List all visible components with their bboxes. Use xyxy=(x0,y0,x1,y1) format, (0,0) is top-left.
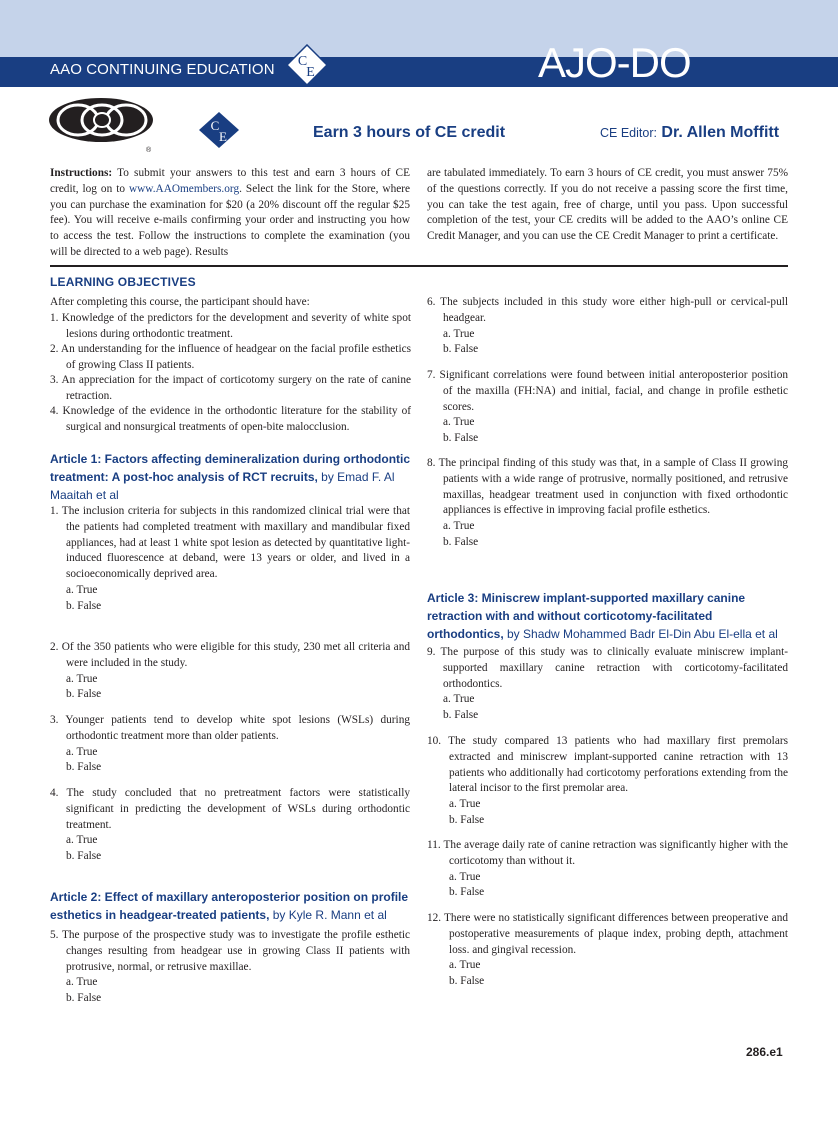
credit-headline: Earn 3 hours of CE credit xyxy=(313,124,506,141)
objective-item: 1. Knowledge of the predictors for the development and severity of white spot lesions during orthodontic treatment. xyxy=(50,312,411,340)
ce-mark-top: C xyxy=(210,118,220,133)
page-number: 286.e1 xyxy=(746,1045,783,1059)
answer-option-b[interactable]: b. False xyxy=(449,886,485,899)
instructions-label: Instructions: xyxy=(50,167,113,179)
answer-option-b[interactable]: b. False xyxy=(66,688,102,701)
article-3-title xyxy=(427,589,789,643)
article-authors: by Shadw Mohammed Badr El-Din Abu El-ella et al xyxy=(503,627,778,641)
question-8 xyxy=(427,456,788,551)
instructions-text-2: . Select the link for the Store, where you can purchase the examination for $20 (a 20% discount off the regular $25 fee). You will receive e-mails confirming your order and instructing you how to access the test. Follow the instructions to complete the examination (you will be directed to a web page). Results xyxy=(50,182,411,258)
answer-option-a[interactable]: a. True xyxy=(66,745,98,758)
article-1-title xyxy=(50,450,412,504)
question-4 xyxy=(50,786,410,865)
article-authors: by Emad F. Al Maaitah et al xyxy=(50,470,395,502)
instructions-text-1: To submit your answers to this test and earn 3 hours of CE credit, log on to xyxy=(50,167,410,195)
question-5 xyxy=(50,928,410,1007)
question-12 xyxy=(427,911,788,990)
objective-item: 4. Knowledge of the evidence in the orthodontic literature for the stability of surgical and nonsurgical treatments of open-bite malocclusion. xyxy=(50,405,411,433)
header-top-band xyxy=(0,0,838,57)
journal-name: AJO-DO xyxy=(538,39,691,86)
question-stem: 6. The subjects included in this study wore either high-pull or cervical-pull headgear. xyxy=(427,296,788,324)
ce-mark-bottom: E xyxy=(306,65,315,80)
editor-name: Dr. Allen Moffitt xyxy=(661,124,780,141)
aao-members-link[interactable]: www.AAOmembers.org xyxy=(128,182,240,195)
answer-option-a[interactable]: a. True xyxy=(66,583,98,596)
answer-option-a[interactable]: a. True xyxy=(449,959,481,972)
question-11 xyxy=(427,838,788,901)
question-6 xyxy=(427,295,788,358)
answer-option-b[interactable]: b. False xyxy=(443,709,479,722)
article-2-title xyxy=(50,888,412,924)
answer-option-b[interactable]: b. False xyxy=(443,432,479,445)
question-stem: 5. The purpose of the prospective study was to investigate the profile esthetic changes resulting from headgear use in growing Class II patients with protrusive, normal, or retrusive maxillae. xyxy=(50,929,410,973)
question-stem: 3. Younger patients tend to develop white spot lesions (WSLs) during orthodontic treatment more than older patients. xyxy=(50,714,410,742)
answer-option-b[interactable]: b. False xyxy=(66,992,102,1005)
answer-option-a[interactable]: a. True xyxy=(66,672,98,685)
question-stem: 1. The inclusion criteria for subjects in this randomized clinical trial were that the patients had completed treatment with maxillary and mandibular fixed appliances, had at least 1 white spot lesion as detected by quantitative light-induced fluorescence at deband, were 13 years or older, and lived in a socioeconomically deprived area. xyxy=(50,505,410,581)
question-3 xyxy=(50,713,410,776)
question-stem: 12. There were no statistically significant differences between preoperative and postoperative measurements of plaque index, probing depth, attachment loss. and gingival recession. xyxy=(427,912,788,956)
answer-option-b[interactable]: b. False xyxy=(449,975,485,988)
answer-option-b[interactable]: b. False xyxy=(449,813,485,826)
article-authors: by Kyle R. Mann et al xyxy=(269,908,387,922)
answer-option-b[interactable]: b. False xyxy=(66,761,102,774)
answer-option-b[interactable]: b. False xyxy=(443,343,479,356)
question-10 xyxy=(427,734,788,829)
answer-option-a[interactable]: a. True xyxy=(449,870,481,883)
section-divider xyxy=(50,265,788,267)
answer-option-a[interactable]: a. True xyxy=(66,976,98,989)
answer-option-a[interactable]: a. True xyxy=(443,520,475,533)
answer-option-a[interactable]: a. True xyxy=(443,416,475,429)
answer-option-b[interactable]: b. False xyxy=(66,850,102,863)
ce-mark-bottom: E xyxy=(219,129,227,144)
question-stem: 8. The principal finding of this study was that, in a sample of Class II growing patients with a wide range of protrusive, normally positioned, and retrusive maxillas, headgear treatment used in conjunction with fixed orthodontic appliances is effective in improving facial profile esthetics. xyxy=(427,457,788,517)
question-7 xyxy=(427,368,788,447)
instructions-right: are tabulated immediately. To earn 3 hours of CE credit, you must answer 75% of the questions correctly. If you do not receive a passing score the first time, you can take the test again, free of charge, until you pass. Upon successful completion of the test, your CE credits will be added to the AAO’s online CE Credit Manager, and you can use the CE Credit Manager to print a certificate. xyxy=(427,167,788,243)
article-title-text: Article 2: Effect of maxillary anteroposterior position on profile esthetics in headgear-treated patients, xyxy=(50,890,409,922)
answer-option-a[interactable]: a. True xyxy=(66,834,98,847)
registered-mark: ® xyxy=(146,147,152,154)
ce-editor xyxy=(600,124,779,142)
question-2 xyxy=(50,640,410,703)
aao-logo xyxy=(48,96,156,154)
question-stem: 11. The average daily rate of canine retraction was significantly higher with the corticotomy than without it. xyxy=(427,839,788,867)
answer-option-a[interactable]: a. True xyxy=(443,693,475,706)
article-title-text: Article 1: Factors affecting demineralization during orthodontic treatment: A post-hoc analysis of RCT recruits, xyxy=(50,452,411,484)
question-stem: 4. The study concluded that no pretreatment factors were statistically significant in predicting the development of WSLs during orthodontic treatment. xyxy=(50,787,410,831)
question-stem: 10. The study compared 13 patients who had maxillary first premolars extracted and miniscrew implant-supported canine retraction with 13 patients who additionally had corticotomy perforations extending from the lateral incisor to the first premolar area. xyxy=(427,735,788,795)
answer-option-b[interactable]: b. False xyxy=(66,599,102,612)
instructions-left xyxy=(50,166,410,261)
answer-option-b[interactable]: b. False xyxy=(443,535,479,548)
objective-item: 2. An understanding for the influence of headgear on the facial profile esthetics of growing Class II patients. xyxy=(50,343,411,371)
answer-option-a[interactable]: a. True xyxy=(449,798,481,811)
ce-diamond-icon xyxy=(198,111,240,149)
objectives-intro: After completing this course, the participant should have: xyxy=(50,296,310,308)
question-stem: 2. Of the 350 patients who were eligible for this study, 230 met all criteria and were included in the study. xyxy=(50,641,410,669)
question-stem: 9. The purpose of this study was to clinically evaluate miniscrew implant-supported maxillary canine retraction with corticotomy-facilitated orthodontics. xyxy=(427,646,788,690)
question-stem: 7. Significant correlations were found between initial anteroposterior position of the maxilla (FH:NA) and initial, facial, and change in profile esthetic scores. xyxy=(427,369,788,413)
objectives-heading: LEARNING OBJECTIVES xyxy=(50,275,196,289)
article-title-text: Article 3: Miniscrew implant-supported maxillary canine retraction with and without corticotomy-facilitated orthodontics, xyxy=(427,591,746,641)
editor-label: CE Editor: xyxy=(600,126,657,140)
objective-item: 3. An appreciation for the impact of corticotomy surgery on the rate of canine retraction. xyxy=(50,374,411,402)
series-label: AAO CONTINUING EDUCATION xyxy=(50,61,275,78)
question-1 xyxy=(50,504,410,615)
ce-mark-top: C xyxy=(297,54,308,69)
ce-diamond-header-icon xyxy=(286,44,328,86)
question-9 xyxy=(427,645,788,724)
answer-option-a[interactable]: a. True xyxy=(443,327,475,340)
